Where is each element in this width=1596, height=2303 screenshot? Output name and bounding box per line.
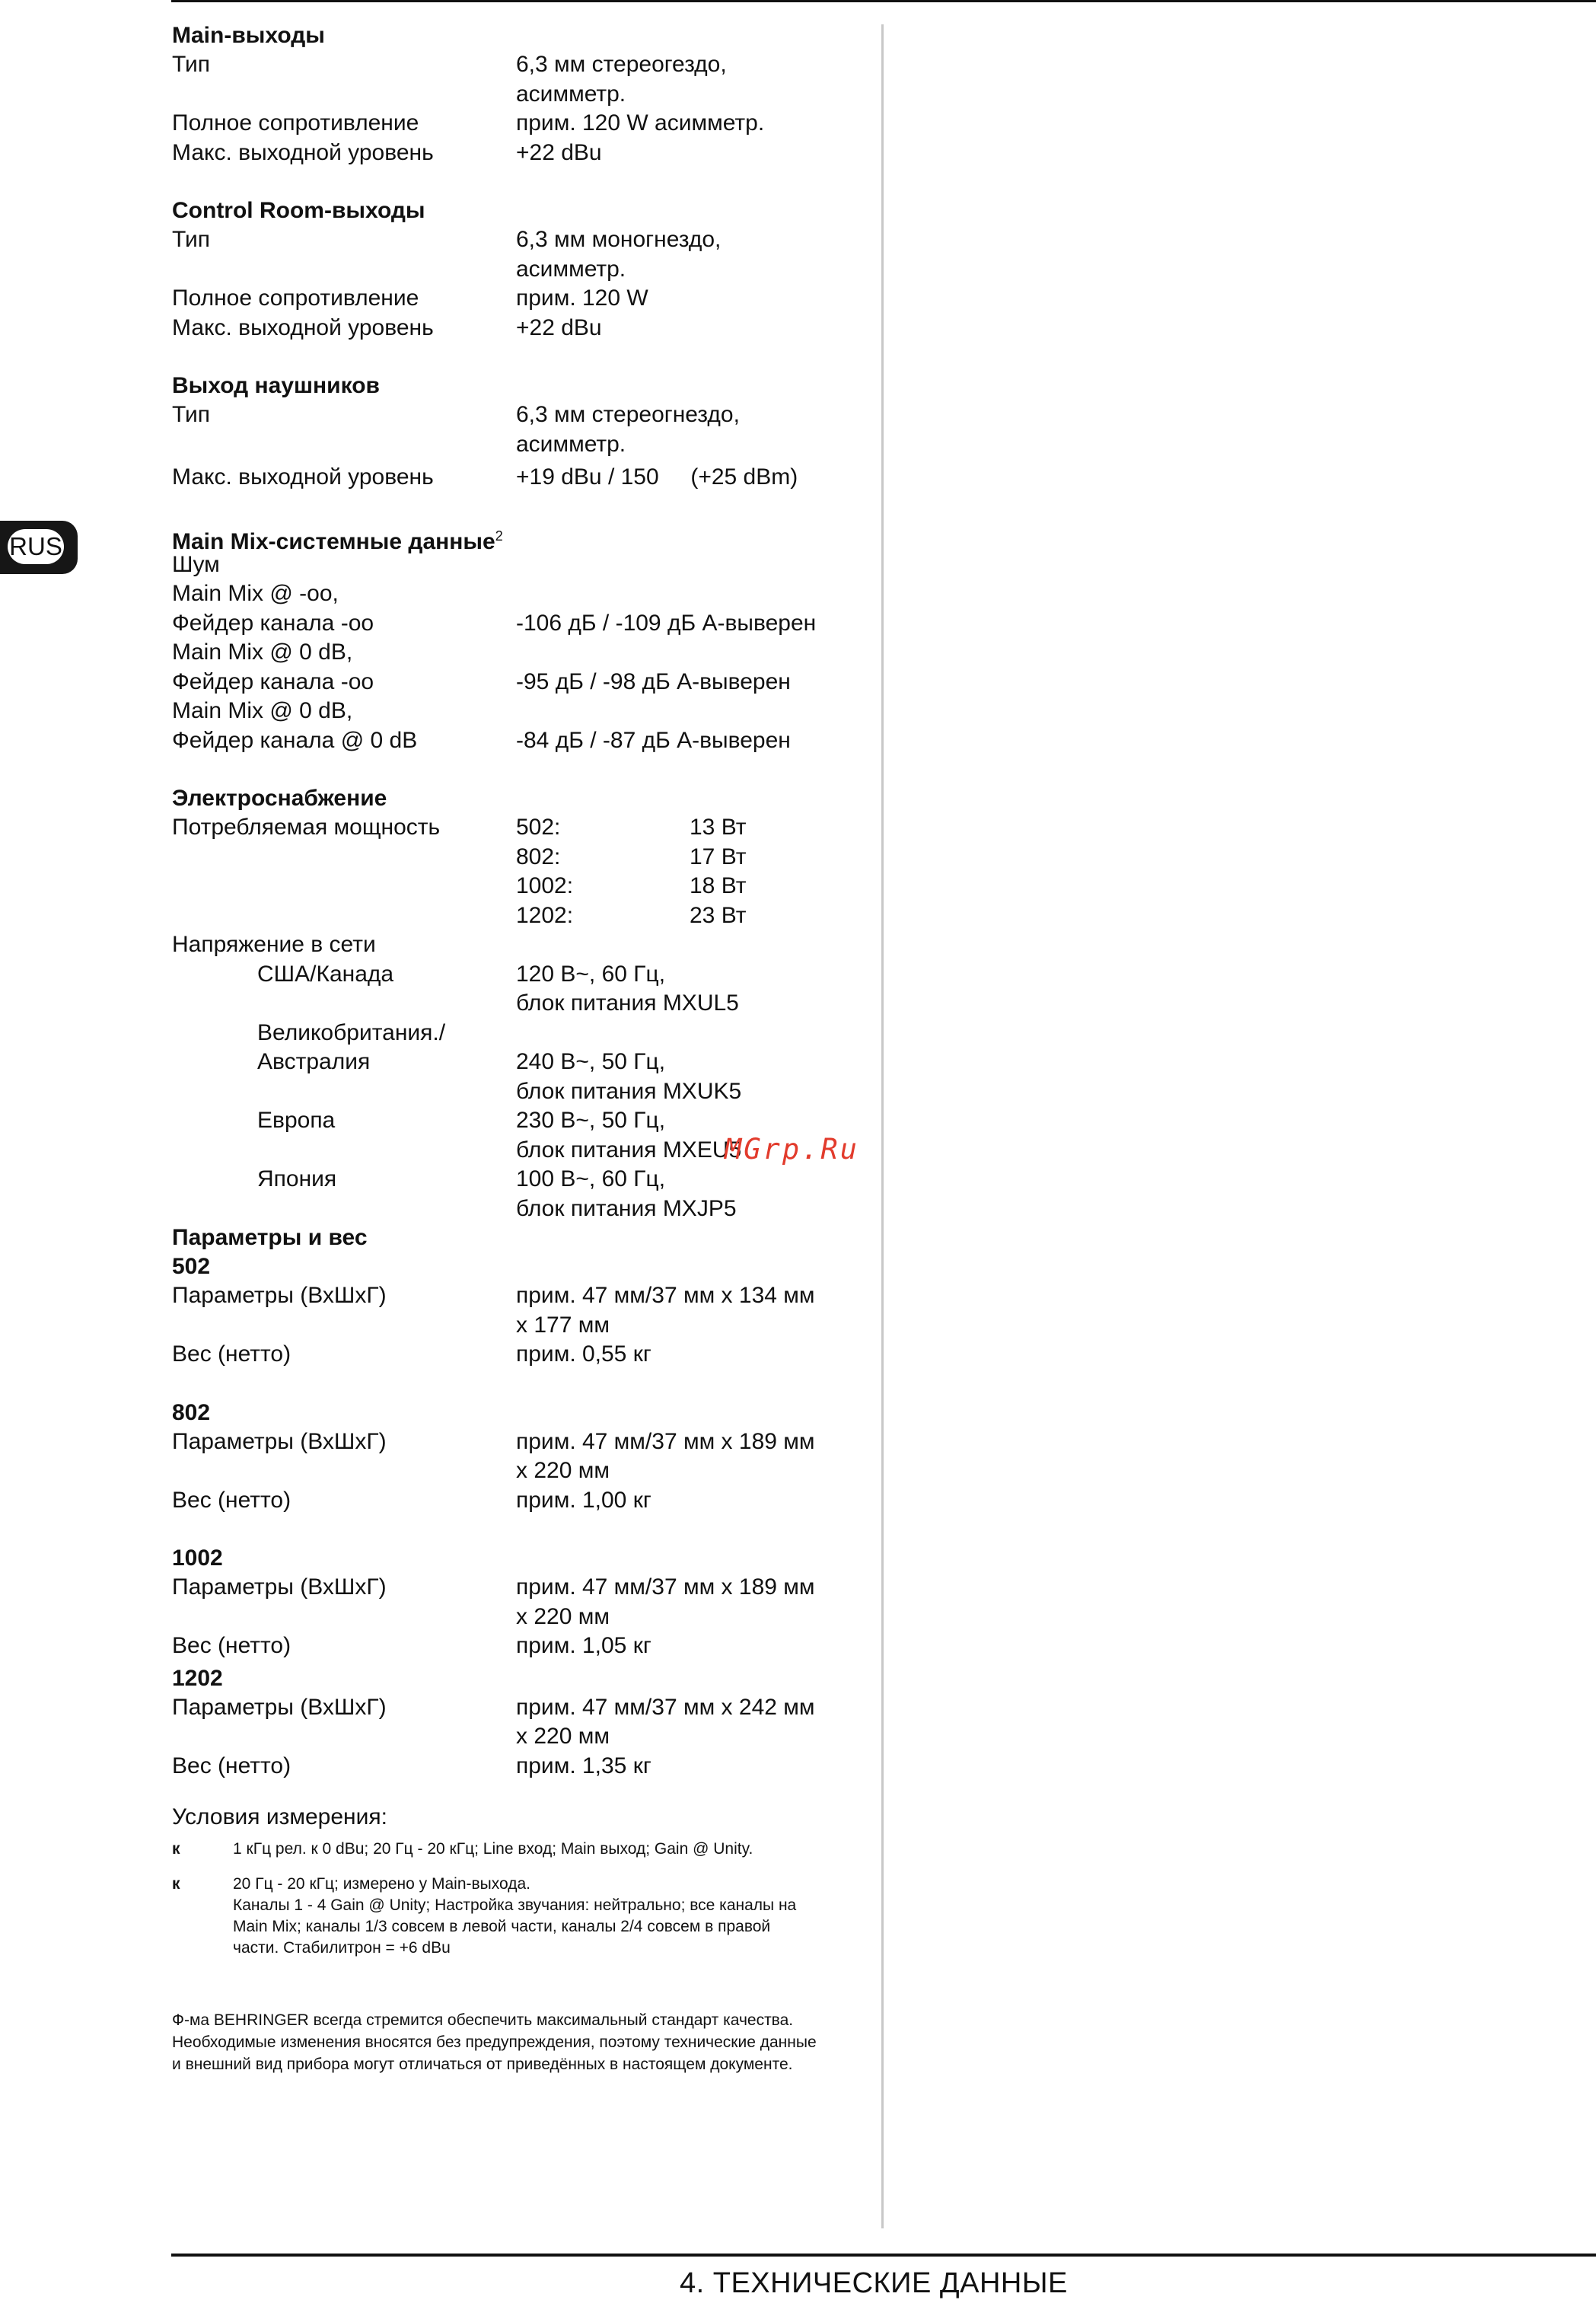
spec-label: Фейдер канала -oo [172, 668, 374, 694]
spec-label: Великобритания./ [257, 1019, 446, 1045]
spec-row [172, 284, 872, 314]
spec-label: Тип [172, 52, 211, 77]
spec-label: США/Канада [257, 961, 394, 987]
spec-value: 230 В~, 50 Гц, [516, 1108, 666, 1133]
spec-label-empty [172, 1722, 516, 1752]
spec-row [172, 1752, 872, 1781]
spec-row [172, 1427, 872, 1457]
spec-row [172, 1632, 872, 1661]
spec-value [516, 843, 872, 872]
spec-value-empty [516, 1019, 872, 1048]
spec-row [172, 550, 872, 580]
spec-label-empty [172, 843, 516, 872]
model-block-502 [172, 1252, 872, 1370]
spec-row [172, 80, 872, 110]
spec-row [172, 225, 872, 255]
spec-value: прим. 120 W [516, 285, 648, 311]
spec-label: Япония [257, 1166, 337, 1191]
spec-label: Параметры (ВхШхГ) [172, 1574, 387, 1600]
spec-value: 120 В~, 60 Гц, [516, 961, 666, 987]
footnote-text: 20 Гц - 20 кГц; измерено у Main-выхода. Каналы 1 - 4 Gain @ Unity; Настройка звучания: нейтрально; все каналы на Main Mix; каналы 1/3 совсем в левой части, каналы 2/4 совсем в правой части. Стабилитрон = +6 dBu [233, 1875, 797, 1957]
spec-row [172, 1456, 872, 1486]
model-block-802 [172, 1399, 872, 1516]
spec-row [172, 430, 872, 460]
spec-row [172, 1281, 872, 1311]
spec-row [172, 255, 872, 285]
model-name: 1202: [516, 902, 574, 928]
spec-value-empty [516, 930, 872, 960]
spec-value: блок питания MXJP5 [516, 1195, 737, 1221]
spec-label-empty [172, 989, 516, 1019]
section-main-mix [172, 522, 872, 756]
model-title: 802 [172, 1399, 211, 1425]
footnote-text: 1 кГц рел. к 0 dBu; 20 Гц - 20 кГц; Line вход; Main выход; Gain @ Unity. [233, 1840, 753, 1858]
spec-value: +22 dBu [516, 139, 602, 165]
spec-value: асимметр. [516, 81, 626, 107]
spec-value: асимметр. [516, 256, 626, 282]
spec-row [172, 1019, 872, 1048]
spec-value: прим. 47 мм/37 мм x 134 мм [516, 1283, 815, 1308]
spec-row [172, 813, 872, 843]
spec-value: блок питания MXUK5 [516, 1078, 742, 1104]
power-value: 17 Вт [690, 844, 747, 869]
spec-content [172, 21, 872, 2075]
model-title: 1002 [172, 1545, 223, 1571]
model-title: 502 [172, 1254, 211, 1279]
spec-value: 6,3 мм стереогездо, [516, 52, 727, 77]
power-value: 23 Вт [690, 902, 747, 928]
spec-row [172, 843, 872, 872]
section-title [172, 522, 872, 554]
spec-label: Main Mix @ 0 dB, [172, 640, 353, 665]
spec-row [172, 901, 872, 931]
spec-row [172, 400, 872, 430]
spec-row [172, 668, 872, 697]
spec-value-empty [516, 550, 872, 580]
spec-row [172, 109, 872, 139]
spec-label: Параметры (ВхШхГ) [172, 1694, 387, 1720]
spec-label: Параметры (ВхШхГ) [172, 1428, 387, 1454]
spec-label-empty [172, 1311, 516, 1341]
spec-value-empty [516, 697, 872, 726]
footnote-mark: к [172, 1875, 180, 1893]
footer-title: 4. ТЕХНИЧЕСКИЕ ДАННЫЕ [680, 2267, 1068, 2299]
footnote-ref: 2 [495, 528, 503, 544]
measurement-notes [172, 1802, 872, 2075]
spec-value: x 220 мм [516, 1458, 610, 1483]
spec-value: прим. 1,05 кг [516, 1633, 651, 1658]
spec-label: Фейдер канала -oo [172, 610, 374, 636]
spec-label-empty [172, 80, 516, 110]
language-tab-label: RUS [8, 529, 64, 564]
spec-row [172, 1311, 872, 1341]
spec-row [172, 1340, 872, 1370]
spec-label: Макс. выходной уровень [172, 314, 434, 340]
spec-value [516, 813, 872, 843]
spec-label: Полное сопротивление [172, 285, 419, 311]
power-value: 18 Вт [690, 873, 747, 898]
section-headphones [172, 372, 872, 493]
spec-label-empty [172, 872, 516, 901]
spec-row [172, 726, 872, 756]
spec-value: x 177 мм [516, 1312, 610, 1338]
spec-label: Main Mix @ -oo, [172, 581, 339, 606]
spec-label-empty [172, 1603, 516, 1632]
spec-row [172, 1048, 872, 1077]
spec-value: блок питания MXUL5 [516, 990, 739, 1016]
spec-value: +19 dBu / 150 (+25 dBm) [516, 464, 798, 490]
spec-label: Тип [172, 402, 211, 427]
spec-row [172, 1603, 872, 1632]
spec-row [172, 930, 872, 960]
model-block-1202 [172, 1664, 872, 1781]
spec-value: +22 dBu [516, 314, 602, 340]
spec-row [172, 1486, 872, 1516]
spec-label: Фейдер канала @ 0 dB [172, 727, 418, 753]
footnote [172, 1874, 872, 1959]
section-title: Control Room-выходы [172, 198, 425, 223]
spec-label-empty [172, 1456, 516, 1486]
spec-label-empty [172, 430, 516, 460]
top-rule [171, 0, 1596, 2]
spec-row [172, 1077, 872, 1107]
section-main-outputs [172, 21, 872, 167]
section-dimensions [172, 1223, 872, 1781]
power-value: 13 Вт [690, 815, 747, 840]
spec-label-empty [172, 1077, 516, 1107]
spec-label-empty [172, 901, 516, 931]
section-title-text: Main Mix-системные данные [172, 528, 495, 554]
spec-label: Вес (нетто) [172, 1753, 291, 1778]
section-title: Параметры и вес [172, 1225, 368, 1250]
spec-row [172, 50, 872, 80]
spec-value-empty [516, 579, 872, 609]
spec-value: 6,3 мм моногнездо, [516, 227, 722, 252]
model-name: 802: [516, 844, 561, 869]
spec-label: Потребляемая мощность [172, 815, 441, 840]
model-name: 502: [516, 815, 561, 840]
disclaimer: Ф-ма BEHRINGER всегда стремится обеспечить максимальный стандарт качества. Необходимые изменения вносятся без предупреждения, поэтому технические данные и внешний вид прибора могут отличаться от приведённых в настоящем документе. [172, 2011, 817, 2073]
bottom-rule [171, 2254, 1596, 2257]
spec-row [172, 1165, 872, 1195]
spec-label: Вес (нетто) [172, 1633, 291, 1658]
spec-value [516, 901, 872, 931]
spec-value: прим. 0,55 кг [516, 1341, 651, 1367]
spec-row [172, 579, 872, 609]
notes-title: Условия измерения: [172, 1804, 387, 1829]
spec-label: Макс. выходной уровень [172, 464, 434, 490]
spec-value: прим. 1,35 кг [516, 1753, 651, 1778]
spec-value: прим. 47 мм/37 мм x 242 мм [516, 1694, 815, 1720]
section-control-room [172, 196, 872, 343]
spec-row [172, 314, 872, 343]
spec-value: x 220 мм [516, 1724, 610, 1749]
spec-row [172, 1195, 872, 1224]
spec-label-empty [172, 1136, 516, 1166]
model-block-1002 [172, 1544, 872, 1661]
spec-value: блок питания MXEU5 [516, 1137, 742, 1163]
spec-row [172, 609, 872, 639]
spec-value [516, 872, 872, 901]
spec-label-empty [172, 1195, 516, 1224]
spec-label: Вес (нетто) [172, 1341, 291, 1367]
spec-label: Полное сопротивление [172, 110, 419, 136]
model-title: 1202 [172, 1665, 223, 1691]
spec-value: прим. 120 W асимметр. [516, 110, 765, 136]
spec-value: асимметр. [516, 431, 626, 457]
section-title: Выход наушников [172, 373, 380, 398]
footnote-mark: к [172, 1840, 180, 1858]
spec-label: Main Mix @ 0 dB, [172, 698, 353, 723]
spec-label: Шум [172, 551, 220, 577]
spec-label: Напряжение в сети [172, 932, 376, 957]
section-title: Main-выходы [172, 23, 325, 48]
spec-row [172, 1573, 872, 1603]
spec-label-empty [172, 255, 516, 285]
spec-row [172, 872, 872, 901]
spec-value: 6,3 мм стереогнездо, [516, 402, 740, 427]
spec-row [172, 463, 872, 493]
spec-value: прим. 1,00 кг [516, 1487, 651, 1513]
spec-row [172, 1106, 872, 1136]
spec-row [172, 697, 872, 726]
spec-label: Европа [257, 1108, 336, 1133]
spec-value: 100 В~, 60 Гц, [516, 1166, 666, 1191]
model-name: 1002: [516, 873, 574, 898]
language-tab [0, 521, 78, 574]
spec-label: Австралия [257, 1049, 371, 1074]
spec-row [172, 139, 872, 168]
footnote [172, 1839, 872, 1860]
spec-label: Параметры (ВхШхГ) [172, 1283, 387, 1308]
watermark: MGrp.Ru [725, 1133, 859, 1166]
column-divider [881, 24, 884, 2228]
spec-row [172, 1693, 872, 1723]
spec-value: -84 дБ / -87 дБ А-выверен [516, 727, 791, 753]
spec-value: 240 В~, 50 Гц, [516, 1049, 666, 1074]
spec-value: x 220 мм [516, 1603, 610, 1629]
spec-value: -106 дБ / -109 дБ А-выверен [516, 610, 817, 636]
spec-row [172, 638, 872, 668]
spec-value-empty [516, 638, 872, 668]
spec-label: Тип [172, 227, 211, 252]
spec-label: Вес (нетто) [172, 1487, 291, 1513]
spec-label: Макс. выходной уровень [172, 139, 434, 165]
spec-value: прим. 47 мм/37 мм x 189 мм [516, 1428, 815, 1454]
spec-row [172, 960, 872, 990]
spec-row [172, 989, 872, 1019]
section-title: Электроснабжение [172, 786, 387, 811]
spec-value: прим. 47 мм/37 мм x 189 мм [516, 1574, 815, 1600]
spec-value: -95 дБ / -98 дБ А-выверен [516, 668, 791, 694]
spec-row [172, 1722, 872, 1752]
